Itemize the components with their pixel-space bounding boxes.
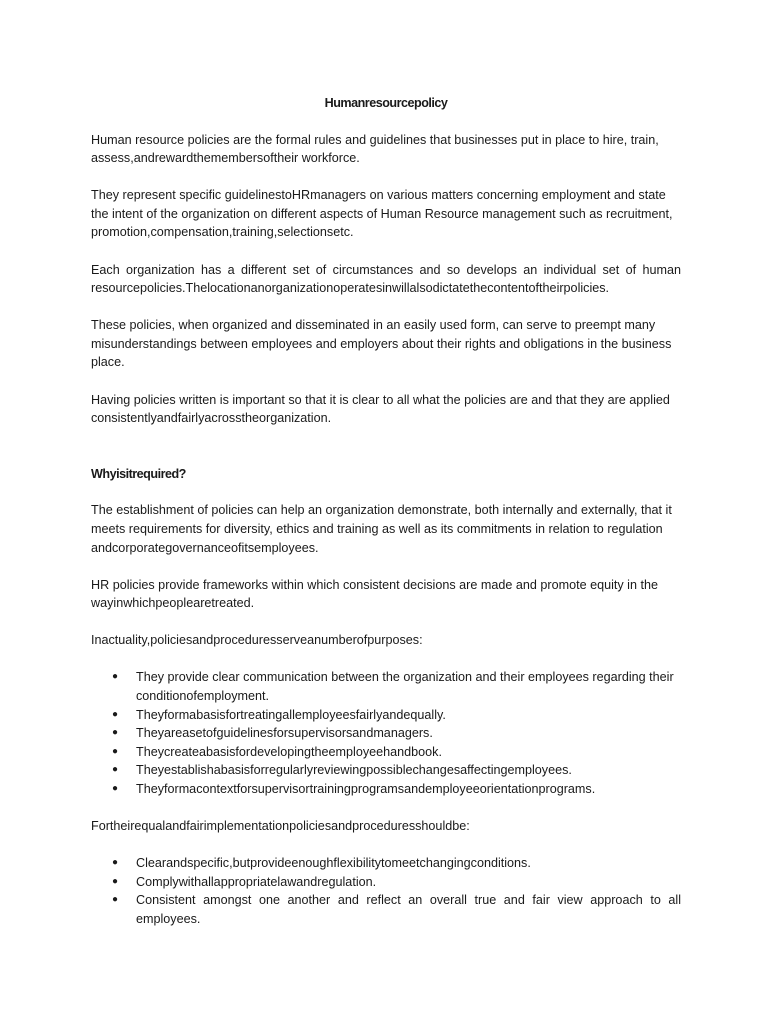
list-item: ● Theyareasetofguidelinesforsupervisorsandmanagers. <box>136 724 681 743</box>
list-item: ● They provide clear communication between the organization and their employees regarding their conditionofemployment. <box>136 668 681 705</box>
list-item: ● Clearandspecific,butprovideenoughflexibilitytomeetchangingconditions. <box>136 854 681 873</box>
section-heading: Whyisitrequired? <box>91 466 186 481</box>
paragraph-written-policies: Having policies written is important so that it is clear to all what the policies are and that they are applied consistentlyandfairlyacrosstheorganization. <box>91 392 670 426</box>
paragraph-implementation-intro: Fortheirequalandfairimplementationpoliciesandproceduresshouldbe: <box>91 819 470 834</box>
paragraph-definition: Human resource policies are the formal rules and guidelines that businesses put in place to hire, train, assess,andrewardthemembersoftheir workforce. <box>91 132 659 166</box>
list-item: ● Theyestablishabasisforregularlyreviewingpossiblechangesaffectingemployees. <box>136 761 681 780</box>
document-title: Humanresourcepolicy <box>324 96 448 110</box>
paragraph-dissemination: These policies, when organized and disseminated in an easily used form, can serve to preempt many misunderstandings between employees and employers about their rights and obligations in the business place. <box>91 318 672 370</box>
document-content <box>91 94 681 947</box>
list-item: ● Consistent amongst one another and reflect an overall true and fair view approach to all employees. <box>136 891 681 928</box>
list-item: ● Theyformacontextforsupervisortrainingprogramsandemployeeorientationprograms. <box>136 780 681 799</box>
purposes-list <box>91 668 681 798</box>
list-item: ● Theyformabasisfortreatingallemployeesfairlyandequally. <box>136 706 681 725</box>
requirements-list <box>91 854 681 928</box>
paragraph-frameworks: HR policies provide frameworks within which consistent decisions are made and promote equity in the wayinwhichpeoplearetreated. <box>91 577 658 611</box>
paragraph-circumstances: Each organization has a different set of circumstances and so develops an individual set of human resourcepolicies.Thelocationanorganizationoperatesinwillalsodictatethecontentoftheirpolicies. <box>91 262 681 296</box>
paragraph-establishment: The establishment of policies can help an organization demonstrate, both internally and externally, that it meets requirements for diversity, ethics and training as well as its commitments in relation to regulation andcorporategovernanceofitsemployees. <box>91 503 672 555</box>
paragraph-purposes-intro: Inactuality,policiesandproceduresserveanumberofpurposes: <box>91 633 423 648</box>
list-item: ● Theycreateabasisfordevelopingtheemployeehandbook. <box>136 743 681 762</box>
list-item: ● Complywithallappropriatelawandregulation. <box>136 873 681 892</box>
paragraph-guidelines: They represent specific guidelinestoHRmanagers on various matters concerning employment and state the intent of the organization on different aspects of Human Resource management such as recruitment, promotion,compensation,training,selectionsetc. <box>91 188 673 240</box>
